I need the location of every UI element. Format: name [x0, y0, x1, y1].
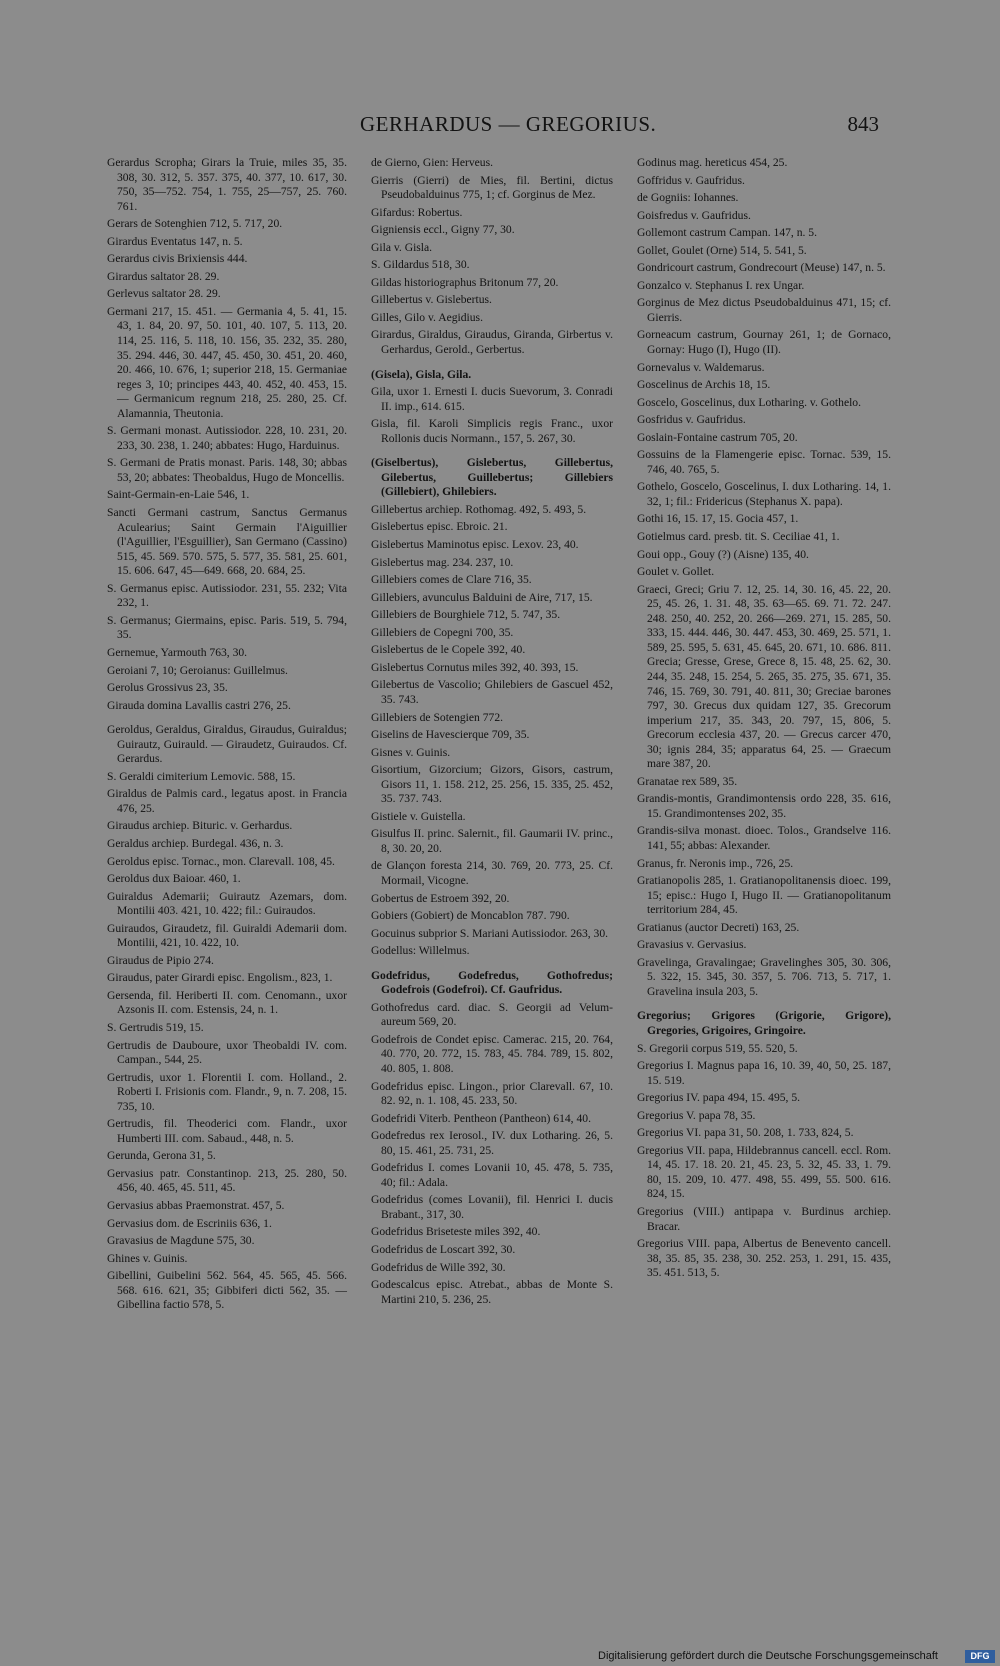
running-title: GERHARDUS — GREGORIUS. — [360, 112, 657, 136]
index-entry: S. Germanus episc. Autissiodor. 231, 55. 232; Vita 232, 1. — [107, 581, 347, 610]
index-entry: Gillebiers de Sotengien 772. — [371, 710, 504, 724]
index-entry: Goui opp., Gouy (?) (Aisne) 135, 40. — [637, 547, 809, 561]
index-entry: Godefridus episc. Lingon., prior Clarevall. 67, 10. 82. 92, n. 1. 108, 45. 233, 50. — [371, 1079, 613, 1108]
index-entry: Gorginus de Mez dictus Pseudobalduinus 471, 15; cf. Gierris. — [637, 296, 891, 324]
index-entry: S. Germani de Pratis monast. Paris. 148, 30; abbas 53, 20; abbates: Theobaldus, Hugo de Moncellis. — [107, 456, 347, 484]
index-column-3 — [637, 156, 891, 1284]
index-entry: Godefridi Viterb. Pentheon (Pantheon) 614, 40. — [371, 1111, 591, 1125]
index-entry: Godefridus de Wille 392, 30. — [371, 1260, 506, 1274]
index-entry: Gilles, Gilo v. Aegidius. — [371, 310, 483, 324]
index-entry: Grandis-silva monast. dioec. Tolos., Grandselve 116. 141, 55; abbas: Alexander. — [637, 824, 891, 852]
index-entry: Gregorius VII. papa, Hildebrannus cancell. eccl. Rom. 14, 45. 17. 18. 20. 21, 45. 23, 5. 32, 45. 33, 1. 79. 80, 15. 209, 10. 477. 498, 55. 499, 55. 500. 616. 824, 15. — [637, 1143, 891, 1201]
index-entry: Giraudus, pater Girardi episc. Engolism., 823, 1. — [107, 971, 333, 985]
index-entry: Gregorius IV. papa 494, 15. 495, 5. — [637, 1091, 801, 1105]
index-entry: Girauda domina Lavallis castri 276, 25. — [107, 698, 291, 712]
index-entry: Gertrudis de Dauboure, uxor Theobaldi IV. com. Campan., 544, 25. — [107, 1038, 347, 1067]
index-entry: Gerardus Scropha; Girars la Truie, miles 35, 35. 308, 30. 312, 5. 357. 375, 40. 377, 10. 617, 30. 750, 35—752. 754, 1. 755, 25—757, 25. 760. 761. — [107, 156, 347, 213]
index-entry: Gorneacum castrum, Gournay 261, 1; de Gornaco, Gornay: Hugo (I), Hugo (II). — [637, 328, 891, 357]
index-entry: Gislebertus mag. 234. 237, 10. — [371, 555, 514, 569]
index-entry: Gislebertus de le Copele 392, 40. — [371, 643, 526, 657]
index-heading: (Gisela), Gisla, Gila. — [371, 367, 472, 381]
index-entry: Gotielmus card. presb. tit. S. Ceciliae 41, 1. — [637, 530, 840, 544]
index-entry: Gislebertus Maminotus episc. Lexov. 23, 40. — [371, 538, 579, 552]
index-entry: Gislebertus Cornutus miles 392, 40. 393, 15. — [371, 660, 579, 674]
index-entry: Geroldus dux Baioar. 460, 1. — [107, 872, 241, 886]
index-entry: Gillebiers comes de Clare 716, 35. — [371, 573, 532, 587]
index-entry: Gothi 16, 15. 17, 15. Gocia 457, 1. — [637, 512, 799, 526]
index-entry: Gilebertus de Vascolio; Ghilebiers de Gascuel 452, 35. 743. — [371, 678, 613, 706]
index-entry: Goscelinus de Archis 18, 15. — [637, 378, 771, 392]
index-entry: Giraudus archiep. Bituric. v. Gerhardus. — [107, 819, 293, 833]
index-entry: Gierris (Gierri) de Mies, fil. Bertini, dictus Pseudobalduinus 775, 1; cf. Gorginus de Mez. — [371, 173, 613, 202]
index-entry: Girardus, Giraldus, Giraudus, Giranda, Girbertus v. Gerhardus, Gerold., Gerbertus. — [371, 328, 613, 357]
index-entry: Gossuins de la Flamengerie episc. Tornac. 539, 15. 746, 40. 765, 5. — [637, 448, 891, 476]
index-entry: Godefridus de Loscart 392, 30. — [371, 1243, 516, 1256]
index-heading: Godefridus, Godefredus, Gothofredus; Godefrois (Godefroi). Cf. Gaufridus. — [371, 968, 613, 997]
index-entry: Godinus mag. hereticus 454, 25. — [637, 156, 788, 169]
index-entry: Gisortium, Gizorcium; Gizors, Gisors, castrum, Gisors 11, 1. 158. 212, 25. 256, 15. 335, 25. 452, 35. 737. 743. — [371, 763, 613, 806]
index-entry: Gratianopolis 285, 1. Gratianopolitanensis dioec. 199, 15; episc.: Hugo I, Hugo II. — Gratianopolitanum territorium 284, 45. — [637, 874, 891, 917]
index-entry: S. Gertrudis 519, 15. — [107, 1020, 204, 1034]
index-entry: Gervasius patr. Constantinop. 213, 25. 280, 50. 456, 40. 465, 45. 511, 45. — [107, 1166, 347, 1195]
index-entry: Gerunda, Gerona 31, 5. — [107, 1149, 216, 1163]
index-entry: Gillebiers de Copegni 700, 35. — [371, 625, 514, 639]
index-entry: Gillebertus archiep. Rothomag. 492, 5. 493, 5. — [371, 502, 587, 516]
index-entry: Giraudus de Pipio 274. — [107, 953, 214, 967]
index-entry: Gislebertus episc. Ebroic. 21. — [371, 520, 508, 534]
index-entry: Giselins de Havescierque 709, 35. — [371, 728, 530, 742]
index-entry: Gervasius abbas Praemonstrat. 457, 5. — [107, 1199, 285, 1212]
index-entry: Gobertus de Estroem 392, 20. — [371, 891, 510, 905]
index-entry: Gernemue, Yarmouth 763, 30. — [107, 645, 248, 659]
index-entry: de Gogniis: Iohannes. — [637, 191, 739, 205]
index-entry: de Glançon foresta 214, 30. 769, 20. 773, 25. Cf. Mormail, Vicogne. — [371, 859, 613, 887]
index-entry: Ghines v. Guinis. — [107, 1251, 188, 1265]
index-entry: Guiraldus Ademarii; Guirautz Azemars, dom. Montilii 403. 421, 10. 422; fil.: Guiraudos. — [107, 889, 347, 918]
index-entry: Geroldus episc. Tornac., mon. Clarevall. 108, 45. — [107, 854, 335, 868]
index-entry: Girardus saltator 28. 29. — [107, 269, 220, 283]
index-entry: Gosfridus v. Gaufridus. — [637, 413, 746, 427]
index-entry: Gillebiers, avunculus Balduini de Aire, 717, 15. — [371, 590, 593, 604]
index-entry: Godescalcus episc. Atrebat., abbas de Monte S. Martini 210, 5. 236, 25. — [371, 1278, 613, 1306]
dfg-logo: DFG — [965, 1650, 995, 1663]
index-entry: Godefrois de Condet episc. Camerac. 215, 20. 764, 40. 770, 20. 772, 15. 783, 45. 784. 789, 15. 802, 40. 805, 1. 808. — [371, 1032, 613, 1075]
index-entry: Gregorius VIII. papa, Albertus de Benevento cancell. 38, 35. 85, 35. 238, 30. 252. 253, 1. 291, 15. 435, 35. 451. 513, 5. — [637, 1237, 891, 1280]
index-entry: Gertrudis, uxor 1. Florentii I. com. Holland., 2. Roberti I. Frisionis com. Flandr., 9, n. 7. 208, 15. 735, 10. — [107, 1070, 347, 1113]
index-heading: (Giselbertus), Gislebertus, Gillebertus, Gilebertus, Guillebertus; Gillebiers (Gillebiert), Ghilebiers. — [371, 456, 613, 499]
index-entry: Gila v. Gisla. — [371, 240, 433, 254]
index-entry: Gifardus: Robertus. — [371, 205, 463, 219]
index-entry: Gerars de Sotenghien 712, 5. 717, 20. — [107, 217, 283, 231]
index-entry: Gothofredus card. diac. S. Georgii ad Velum-aureum 569, 20. — [371, 1000, 613, 1029]
digitization-credit: Digitalisierung gefördert durch die Deutsche Forschungsgemeinschaft — [598, 1650, 938, 1662]
page-header — [0, 112, 941, 142]
index-entry: Gregorius V. papa 78, 35. — [637, 1108, 756, 1122]
index-entry: Gerlevus saltator 28. 29. — [107, 287, 221, 301]
index-entry: Girardus Eventatus 147, n. 5. — [107, 234, 243, 248]
index-entry: Gornevalus v. Waldemarus. — [637, 360, 765, 374]
index-entry: Godefridus Briseteste miles 392, 40. — [371, 1225, 541, 1239]
index-entry: Graeci, Greci; Griu 7. 12, 25. 14, 30. 16, 45. 22, 20. 25, 45. 26, 1. 31. 48, 35. 63—65. 69. 71. 72. 247. 248. 250, 40. 252, 20. 266—269. 271, 15. 285, 50. 333, 15. 444. 446, 30. 447. 453, 30. 469, 25. 571, 1. 589, 25. 595, 5. 631, 45. 645, 20. 671, 10. 686. 811. Grecia; Gresse, Grese, Grece 8, 15. 48, 25. 62, 30. 244, 35. 248, 15. 254, 5. 265, 35. 275, 35. 671, 35. 746, 15. 769, 30. 791, 40. 811, 30; Greciae barones 797, 30. Grecus dux quidam 127, 35. Grecorum imperium 217, 35. 343, 20. 797, 15, 806, 5. Grecorum ecclesia 437, 20. — Grecus carcer 470, 30; ignis 284, 35; apparatus 64, 25. — Graecum mare 387, 20. — [637, 582, 891, 771]
index-entry: Goscelo, Goscelinus, dux Lotharing. v. Gothelo. — [637, 395, 862, 409]
index-entry: Sancti Germani castrum, Sanctus Germanus Aculearius; Saint Germain l'Aiguillier (l'Aguillier, l'Esguillier), San Germano (Cassino) 515, 45. 569. 570. 575, 5. 577, 35. 581, 25. 601, 15. 606. 647, 45—649. 668, 20. 684, 25. — [107, 506, 347, 578]
index-column-1 — [107, 156, 347, 1316]
index-entry: Giraldus de Palmis card., legatus apost. in Francia 476, 25. — [107, 787, 347, 815]
index-entry: Granus, fr. Neronis imp., 726, 25. — [637, 856, 794, 870]
index-entry: Gillebertus v. Gislebertus. — [371, 293, 492, 307]
index-entry: Gratianus (auctor Decreti) 163, 25. — [637, 920, 800, 934]
index-entry: Gravelinga, Gravalingae; Gravelinghes 305, 30. 306, 5. 322, 15. 345, 30. 357, 5. 706. 713, 5. 717, 1. Gravelina insula 203, 5. — [637, 955, 891, 998]
index-entry: S. Germanus; Giermains, episc. Paris. 519, 5. 794, 35. — [107, 613, 347, 642]
index-entry: Godellus: Willelmus. — [371, 944, 470, 958]
index-entry: Goffridus v. Gaufridus. — [637, 173, 745, 187]
index-entry: Gregorius I. Magnus papa 16, 10. 39, 40, 50, 25. 187, 15. 519. — [637, 1059, 891, 1087]
index-entry: Gravasius de Magdune 575, 30. — [107, 1234, 255, 1248]
index-entry: S. Gildardus 518, 30. — [371, 258, 470, 272]
index-entry: Guiraudos, Giraudetz, fil. Guiraldi Ademarii dom. Montilii, 421, 10. 422, 10. — [107, 921, 347, 950]
index-entry: Gerolus Grossivus 23, 35. — [107, 681, 228, 695]
index-entry: Gondricourt castrum, Gondrecourt (Meuse) 147, n. 5. — [637, 261, 886, 275]
index-entry: Gregorius (VIII.) antipapa v. Burdinus archiep. Bracar. — [637, 1205, 891, 1233]
index-entry: Godefridus (comes Lovanii), fil. Henrici I. ducis Brabant., 317, 30. — [371, 1193, 613, 1221]
index-entry: Gerardus civis Brixiensis 444. — [107, 252, 248, 266]
page-number: 843 — [847, 112, 879, 136]
index-entry: S. Germani monast. Autissiodor. 228, 10. 231, 20. 233, 30. 238, 1. 240; abbates: Hugo, Harduinus. — [107, 424, 347, 452]
index-entry: Godefridus I. comes Lovanii 10, 45. 478, 5. 735, 40; fil.: Adala. — [371, 1161, 613, 1189]
index-entry: Gothelo, Goscelo, Goscelinus, I. dux Lotharing. 14, 1. 32, 1; fil.: Fridericus (Stephanus X. papa). — [637, 480, 891, 508]
index-entry: Gila, uxor 1. Ernesti I. ducis Suevorum, 3. Conradi II. imp., 614. 615. — [371, 385, 613, 413]
index-entry: Geroldus, Geraldus, Giraldus, Giraudus, Guiraldus; Guirautz, Guirauld. — Giraudetz, Guiraudos. Cf. Gerardus. — [107, 723, 347, 766]
index-entry: Gillebiers de Bourghiele 712, 5. 747, 35. — [371, 608, 561, 622]
index-entry: Geraldus archiep. Burdegal. 436, n. 3. — [107, 836, 284, 850]
index-entry: Goisfredus v. Gaufridus. — [637, 208, 751, 222]
index-entry: Gravasius v. Gervasius. — [637, 938, 747, 952]
index-entry: Gobiers (Gobiert) de Moncablon 787. 790. — [371, 909, 570, 923]
index-entry: S. Gregorii corpus 519, 55. 520, 5. — [637, 1041, 798, 1055]
index-entry: Gonzalco v. Stephanus I. rex Ungar. — [637, 278, 805, 292]
index-entry: Gertrudis, fil. Theoderici com. Flandr., uxor Humberti III. com. Sabaud., 448, n. 5. — [107, 1117, 347, 1145]
index-entry: Goslain-Fontaine castrum 705, 20. — [637, 430, 798, 444]
index-entry: Gersenda, fil. Heriberti II. com. Cenomann., uxor Azsonis II. com. Estensis, 24, n. 1. — [107, 988, 347, 1017]
index-entry: Goulet v. Gollet. — [637, 565, 715, 579]
index-entry: Germani 217, 15. 451. — Germania 4, 5. 41, 15. 43, 1. 84, 20. 97, 50. 101, 40. 107, 5. 113, 20. 114, 25. 116, 5. 118, 10. 156, 35. 232, 35. 280, 35. 294. 446, 30. 447, 45. 450, 30. 451, 20. 460, 20. 466, 10. 676, 1; superior 218, 15. Germaniae reges 3, 10; principes 443, 40. 452, 40. 453, 15. — Germanicum regnum 218, 25. 280, 25. Cf. Alamannia, Theutonia. — [107, 304, 347, 420]
index-entry: Gollet, Goulet (Orne) 514, 5. 541, 5. — [637, 243, 807, 257]
index-entry: S. Geraldi cimiterium Lemovic. 588, 15. — [107, 769, 296, 783]
index-entry: Gildas historiographus Britonum 77, 20. — [371, 275, 559, 289]
index-entry: Gollemont castrum Campan. 147, n. 5. — [637, 226, 817, 240]
index-entry: Geroiani 7, 10; Geroianus: Guillelmus. — [107, 663, 288, 677]
index-entry: Godefredus rex Ierosol., IV. dux Lotharing. 26, 5. 80, 15. 461, 25. 731, 25. — [371, 1129, 613, 1157]
index-entry: de Gierno, Gien: Herveus. — [371, 156, 494, 169]
index-entry: Gibellini, Guibelini 562. 564, 45. 565, 45. 566. 568. 616. 621, 35; Gibbiferi dicti 562, 35. — Gibellina factio 578, 5. — [107, 1269, 347, 1312]
index-column-2 — [371, 156, 613, 1310]
index-entry: Gervasius dom. de Escriniis 636, 1. — [107, 1216, 272, 1230]
index-entry: Gigniensis eccl., Gigny 77, 30. — [371, 223, 515, 237]
index-entry: Gistiele v. Guistella. — [371, 809, 466, 823]
index-entry: Granatae rex 589, 35. — [637, 774, 738, 788]
index-entry: Saint-Germain-en-Laie 546, 1. — [107, 488, 250, 502]
index-entry: Grandis-montis, Grandimontensis ordo 228, 35. 616, 15. Grandimontenses 202, 35. — [637, 792, 891, 820]
index-entry: Gisnes v. Guinis. — [371, 745, 451, 759]
index-entry: Gocuinus subprior S. Mariani Autissiodor. 263, 30. — [371, 926, 609, 940]
index-entry: Gisla, fil. Karoli Simplicis regis Franc., uxor Rollonis ducis Normann., 157, 5. 267, 30. — [371, 417, 613, 445]
index-entry: Gregorius VI. papa 31, 50. 208, 1. 733, 824, 5. — [637, 1126, 854, 1140]
index-entry: Gisulfus II. princ. Salernit., fil. Gaumarii IV. princ., 8, 30. 20, 20. — [371, 827, 613, 855]
index-heading: Gregorius; Grigores (Grigorie, Grigore), Gregories, Grigoires, Gringoire. — [637, 1009, 891, 1037]
